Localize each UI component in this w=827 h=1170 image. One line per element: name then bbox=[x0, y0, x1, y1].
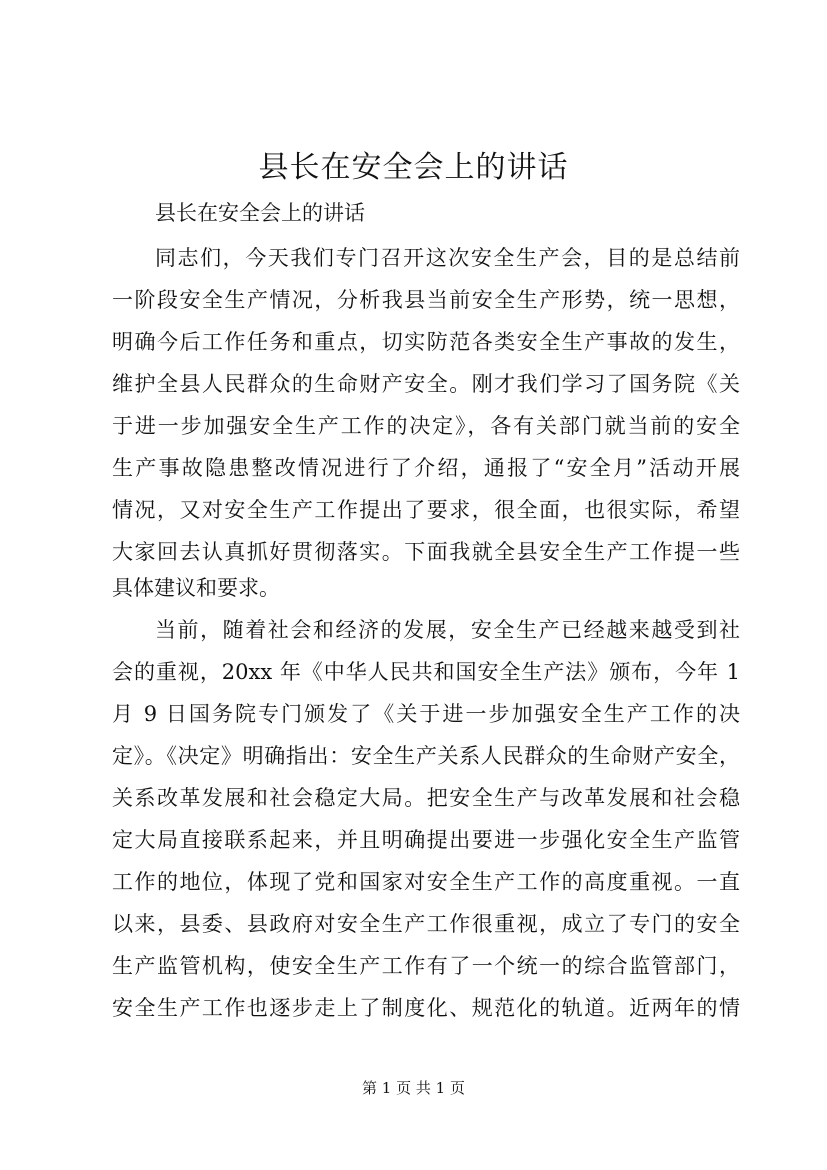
paragraph-line: 大家回去认真抓好贯彻落实。下面我就全县安全生产工作提一些 bbox=[112, 540, 740, 564]
paragraph-line: 同志们，今天我们专门召开这次安全生产会，目的是总结前 bbox=[155, 246, 740, 270]
paragraph-line: 生产事故隐患整改情况进行了介绍，通报了“安全月”活动开展 bbox=[112, 456, 740, 480]
document-subtitle: 县长在安全会上的讲话 bbox=[155, 201, 365, 225]
paragraph-line: 关系改革发展和社会稳定大局。把安全生产与改革发展和社会稳 bbox=[112, 786, 740, 810]
paragraph-line: 定大局直接联系起来，并且明确提出要进一步强化安全生产监管 bbox=[112, 828, 740, 852]
document-title: 县长在安全会上的讲话 bbox=[258, 150, 569, 185]
paragraph-line: 当前，随着社会和经济的发展，安全生产已经越来越受到社 bbox=[155, 618, 740, 642]
paragraph-line: 以来，县委、县政府对安全生产工作很重视，成立了专门的安全 bbox=[112, 912, 740, 936]
paragraph-line: 维护全县人民群众的生命财产安全。刚才我们学习了国务院《关 bbox=[112, 372, 740, 396]
paragraph-line: 情况，又对安全生产工作提出了要求，很全面，也很实际，希望 bbox=[112, 498, 740, 522]
paragraph-line: 一阶段安全生产情况，分析我县当前安全生产形势，统一思想， bbox=[112, 288, 740, 312]
paragraph-line: 月 9 日国务院专门颁发了《关于进一步加强安全生产工作的决 bbox=[112, 702, 740, 726]
paragraph-line: 定》。《决定》明确指出：安全生产关系人民群众的生命财产安全， bbox=[112, 744, 740, 768]
paragraph-line: 明确今后工作任务和重点，切实防范各类安全生产事故的发生， bbox=[112, 330, 740, 354]
paragraph-line: 工作的地位，体现了党和国家对安全生产工作的高度重视。一直 bbox=[112, 870, 740, 894]
paragraph-line: 于进一步加强安全生产工作的决定》，各有关部门就当前的安全 bbox=[112, 414, 740, 438]
paragraph-line: 生产监管机构，使安全生产工作有了一个统一的综合监管部门， bbox=[112, 954, 740, 978]
paragraph-line: 会的重视，20xx 年《中华人民共和国安全生产法》颁布，今年 1 bbox=[112, 660, 740, 684]
paragraph-line: 安全生产工作也逐步走上了制度化、规范化的轨道。近两年的情 bbox=[112, 996, 740, 1020]
paragraph-line: 具体建议和要求。 bbox=[112, 576, 280, 600]
page-footer: 第 1 页 共 1 页 bbox=[362, 1079, 465, 1097]
